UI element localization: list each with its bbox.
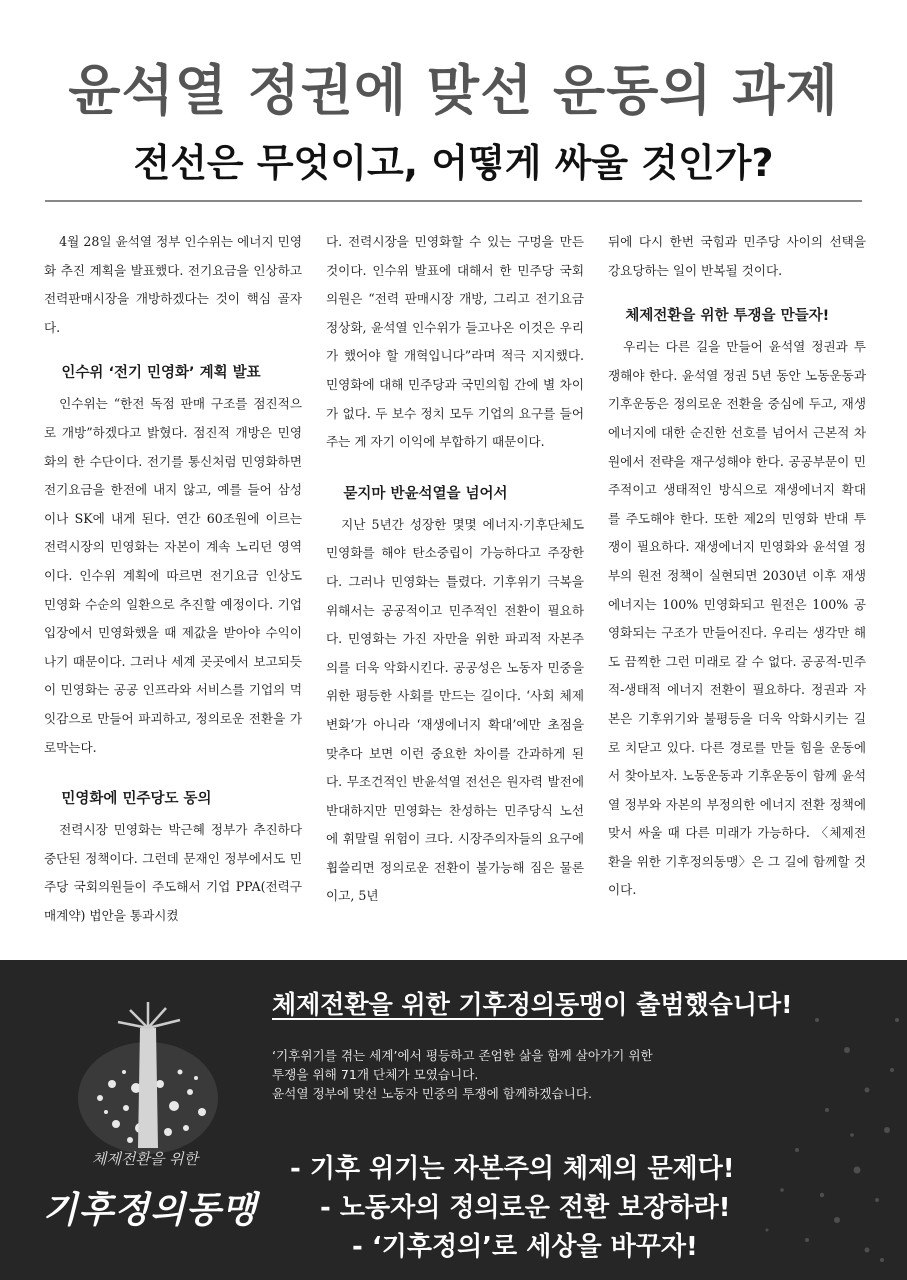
paragraph: 뒤에 다시 한번 국힘과 민주당 사이의 선택을 강요당하는 일이 반복될 것이다. [608, 234, 866, 278]
section-heading: 민영화에 민주당도 동의 [61, 791, 212, 808]
logo-subtitle: 체제전환을 위한 [91, 1150, 199, 1168]
banner-headline-underlined: 체제전환을 위한 기후정의동맹 [272, 990, 604, 1019]
article-column-1 [44, 228, 302, 940]
climate-tree-logo-icon [40, 988, 280, 1278]
banner-headline-rest: 이 출범했습니다! [603, 990, 793, 1019]
banner-description [272, 1046, 792, 1103]
banner-desc-line: 투쟁을 위해 71개 단체가 모였습니다. [272, 1067, 479, 1082]
slogan-list [290, 1150, 890, 1267]
article-body [44, 228, 866, 940]
paragraph: 우리는 다른 길을 만들어 윤석열 정권과 투쟁해야 한다. 윤석열 정권 5년 동안 노동운동과 기후운동은 정의로운 전환을 중심에 두고, 재생에너지에 대한 순진한 선호를 넘어서 근본적 차원에서 전략을 재구성해야 한다. 공공부문이 민주적이고 생태적인 방식으로 재생에너지 확대를 주도해야 한다. 또한 제2의 민영화 반대 투쟁이 필요하다. 재생에너지 민영화와 윤석열 정부의 원전 정책이 실현되면 2030년 이후 재생에너지는 100% 민영화되고 원전은 100% 공영화되는 구조가 만들어진다. 우리는 생각만 해도 끔찍한 그런 미래로 갈 수 없다. 공공적-민주적-생태적 에너지 전환이 필요하다. 정권과 자본은 기후위기와 불평등을 더욱 악화시키는 길로 치닫고 있다. 다른 경로를 만들 힘을 운동에서 찾아보자. 노동운동과 기후운동이 함께 윤석열 정부와 자본의 부정의한 에너지 전환 정책에 맞서 싸울 때 다른 미래가 가능하다. 〈체제전환을 위한 기후정의동맹〉은 그 길에 함께할 것이다. [608, 339, 866, 898]
banner-desc-line: ‘기후위기를 겪는 세계’에서 평등하고 존엄한 삶을 함께 살아가기 위한 [272, 1048, 653, 1063]
paragraph: 다. 전력시장을 민영화할 수 있는 구멍을 만든 것이다. 인수위 발표에 대해서 한 민주당 국회의원은 “전력 판매시장 개방, 그리고 전기요금 정상화, 윤석열 인수위가 들고나온 이것은 우리가 했어야 할 개혁입니다”라며 적극 지지했다. 민영화에 대해 민주당과 국민의힘 간에 별 차이가 없다. 두 보수 정치 모두 기업의 요구를 들어주는 게 자기 이익에 부합하기 때문이다. [326, 234, 584, 450]
slogan-item: - ‘기후정의’로 세상을 바꾸자! [352, 1232, 698, 1262]
page-subtitle: 전선은 무엇이고, 어떻게 싸울 것인가? [133, 141, 774, 185]
promo-banner [0, 960, 907, 1280]
title-divider [45, 200, 862, 202]
section-heading: 묻지마 반윤석열을 넘어서 [343, 485, 508, 502]
slogan-item: - 노동자의 정의로운 전환 보장하라! [320, 1193, 731, 1223]
article-column-2 [326, 228, 584, 940]
banner-headline [272, 985, 892, 1021]
paragraph: 인수위는 “한전 독점 판매 구조를 점진적으로 개방”하겠다고 밝혔다. 점진적 개방은 민영화의 한 수단이다. 전기를 통신처럼 민영화하면 전기요금을 한전에 내지 않고, 예를 들어 삼성이나 SK에 내게 된다. 연간 60조원에 이르는 전력시장의 민영화는 자본이 계속 노리던 영역이다. 인수위 계획에 따르면 전기요금 인상도 민영화 수순의 일환으로 추진할 예정이다. 기업 입장에서 민영화했을 때 제값을 받아야 수익이 나기 때문이다. 그러나 세계 곳곳에서 보고되듯이 민영화는 공공 인프라와 서비스를 기업의 먹잇감으로 만들어 파괴하고, 정의로운 전환을 가로막는다. [44, 396, 302, 755]
slogan-item: - 기후 위기는 자본주의 체제의 문제다! [290, 1154, 735, 1184]
section-heading: 체제전환을 위한 투쟁을 만들자! [625, 308, 830, 325]
paragraph: 지난 5년간 성장한 몇몇 에너지·기후단체도 민영화를 해야 탄소중립이 가능하다고 주장한다. 그러나 민영화는 틀렸다. 기후위기 극복을 위해서는 공공적이고 민주적인 전환이 필요하다. 민영화는 가진 자만을 위한 파괴적 자본주의를 더욱 악화시킨다. 공공성은 노동자 민중을 위한 평등한 사회를 만드는 길이다. ‘사회 체제 변화’가 아니라 ‘재생에너지 확대’에만 초점을 맞추다 보면 이런 중요한 차이를 간과하게 된다. 무조건적인 반윤석열 전선은 원자력 발전에 반대하지만 민영화는 찬성하는 민주당식 노선에 휘말릴 위험이 크다. 시장주의자들의 요구에 휩쓸리면 정의로운 전환이 불가능해 짐은 물론이고, 5년 [326, 516, 584, 904]
section-heading: 인수위 ‘전기 민영화’ 계획 발표 [61, 365, 261, 382]
article-column-3 [608, 228, 866, 940]
paragraph: 4월 28일 윤석열 정부 인수위는 에너지 민영화 추진 계획을 발표했다. 전기요금을 인상하고 전력판매시장을 개방하겠다는 것이 핵심 골자다. [44, 234, 302, 335]
logo-name: 기후정의동맹 [42, 1190, 258, 1231]
banner-desc-line: 윤석열 정부에 맞선 노동자 민중의 투쟁에 함께하겠습니다. [272, 1086, 592, 1101]
page-title: 윤석열 정권에 맞선 운동의 과제 [68, 59, 839, 122]
paragraph: 전력시장 민영화는 박근혜 정부가 추진하다 중단된 정책이다. 그런데 문재인 정부에서도 민주당 국회의원들이 주도해서 기업 PPA(전력구매계약) 법안을 통과시켰 [44, 822, 302, 923]
